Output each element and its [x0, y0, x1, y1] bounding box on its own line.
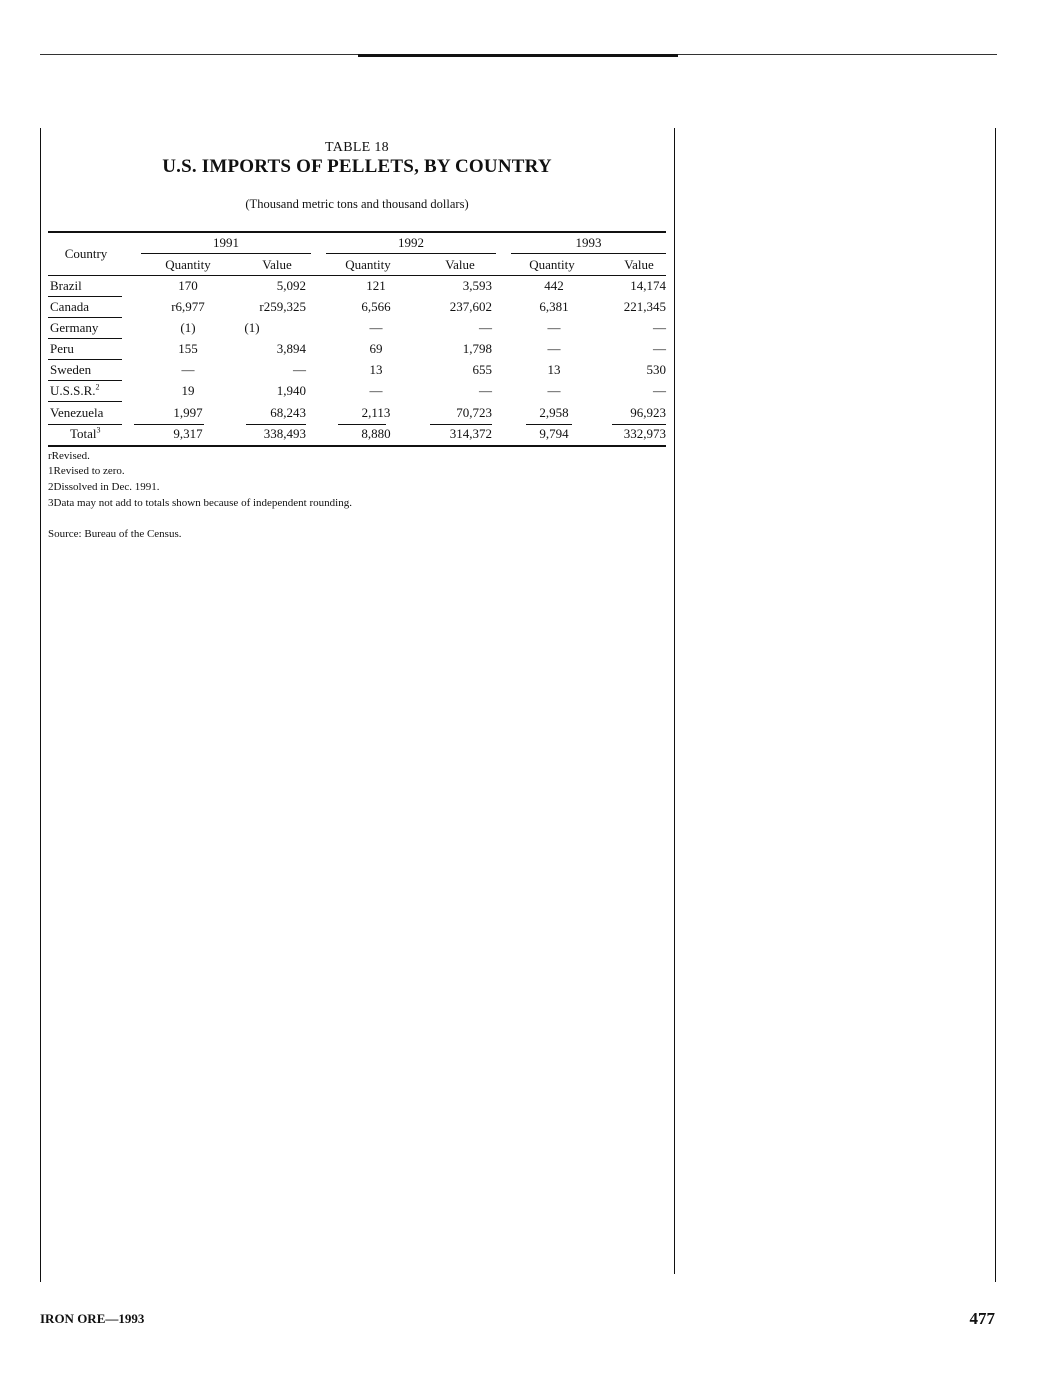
- table-label: TABLE 18: [325, 140, 389, 155]
- total-quantity-1991: 9,317: [173, 426, 203, 441]
- value-1991: 1,940: [276, 383, 306, 398]
- value-1993: 530: [646, 362, 666, 377]
- country-name: U.S.S.R.$^2$: [50, 382, 100, 398]
- quantity-1993: 442: [544, 278, 564, 293]
- table-bottom-rule: [48, 445, 666, 447]
- quantity-1991: 1,997: [173, 405, 203, 420]
- table-row: [48, 381, 666, 402]
- total-row: [48, 424, 666, 445]
- quantity-1992: 6,566: [361, 299, 391, 314]
- quantity-1992: —: [369, 383, 383, 398]
- value-1992: 655: [472, 362, 492, 377]
- total-rule: [430, 424, 492, 425]
- table-row: [48, 318, 666, 339]
- table-row: [48, 403, 666, 424]
- value-1991: r259,325: [259, 299, 306, 314]
- quantity-1991: 155: [178, 341, 198, 356]
- table-top-rule: [48, 231, 666, 233]
- total-label: Total$^3$: [70, 425, 101, 441]
- country-header: Country: [64, 246, 108, 261]
- quantity-1993: 13: [547, 362, 561, 377]
- total-rule: [338, 424, 386, 425]
- column-rule-middle: [674, 128, 675, 1274]
- quantity-1991: —: [181, 362, 195, 377]
- country-name: Venezuela: [50, 405, 104, 420]
- column-rule-left: [40, 128, 41, 1282]
- country-name: Brazil: [50, 278, 82, 293]
- table-row: [48, 360, 666, 381]
- quantity-1993: —: [547, 341, 561, 356]
- value-1992: 70,723: [456, 405, 492, 420]
- value-header-1993: Value: [624, 257, 654, 272]
- total-value-1991: 338,493: [263, 426, 306, 441]
- value-1993: 221,345: [623, 299, 666, 314]
- total-rule: [612, 424, 666, 425]
- footnote: 3Data may not add to totals shown because of independent rounding.: [48, 497, 352, 509]
- value-1993: —: [653, 320, 666, 335]
- value-1992: —: [479, 320, 492, 335]
- value-1991: 3,894: [276, 341, 306, 356]
- table-subtitle: (Thousand metric tons and thousand dollars): [245, 197, 469, 211]
- country-name: Canada: [50, 299, 89, 314]
- table-row: [48, 339, 666, 360]
- footnote: 2Dissolved in Dec. 1991.: [48, 481, 160, 493]
- footnote-marker: 2: [95, 382, 100, 392]
- total-quantity-1992: 8,880: [361, 426, 391, 441]
- quantity-1991: 19: [181, 383, 195, 398]
- footnote: rRevised.: [48, 450, 90, 462]
- running-footer: IRON ORE—1993: [40, 1311, 145, 1326]
- value-1993: —: [653, 341, 666, 356]
- row-rule: [48, 401, 122, 402]
- year-header-1993: 1993: [575, 235, 602, 250]
- quantity-1992: —: [369, 320, 383, 335]
- quantity-1992: 13: [369, 362, 383, 377]
- source-note: Source: Bureau of the Census.: [48, 528, 182, 540]
- quantity-1992: 2,113: [361, 405, 391, 420]
- table-row: [48, 297, 666, 318]
- total-value-1993: 332,973: [623, 426, 666, 441]
- total-rule: [48, 424, 122, 425]
- year-rule-1993: [511, 253, 666, 254]
- value-1991: 5,092: [276, 278, 306, 293]
- footnote-marker: 3: [96, 425, 101, 435]
- value-1991: 68,243: [270, 405, 306, 420]
- total-rule: [246, 424, 306, 425]
- top-rule-accent: [358, 54, 678, 57]
- value-1993: —: [653, 383, 666, 398]
- country-name: Germany: [50, 320, 99, 335]
- value-1992: 1,798: [462, 341, 492, 356]
- year-header-1992: 1992: [398, 235, 424, 250]
- total-quantity-1993: 9,794: [539, 426, 569, 441]
- year-rule-1991: [141, 253, 311, 254]
- year-header-1991: 1991: [213, 235, 239, 250]
- total-value-1992: 314,372: [449, 426, 492, 441]
- quantity-1991: r6,977: [171, 299, 205, 314]
- value-1991: (1): [244, 320, 260, 335]
- page-number: 477: [969, 1309, 995, 1328]
- table-title: U.S. IMPORTS OF PELLETS, BY COUNTRY: [162, 156, 552, 177]
- quantity-1993: 6,381: [539, 299, 569, 314]
- value-1993: 96,923: [630, 405, 666, 420]
- value-1991: —: [293, 362, 306, 377]
- quantity-1993: 2,958: [539, 405, 569, 420]
- country-name: Sweden: [50, 362, 92, 377]
- country-name: Peru: [50, 341, 74, 356]
- value-1993: 14,174: [630, 278, 666, 293]
- value-1992: —: [479, 383, 492, 398]
- quantity-header-1991: Quantity: [165, 257, 211, 272]
- quantity-header-1993: Quantity: [529, 257, 575, 272]
- value-1992: 237,602: [449, 299, 492, 314]
- quantity-1992: 121: [366, 278, 386, 293]
- value-header-1992: Value: [445, 257, 475, 272]
- total-rule: [526, 424, 572, 425]
- table-row: [48, 276, 666, 297]
- value-header-1991: Value: [262, 257, 292, 272]
- year-rule-1992: [326, 253, 496, 254]
- total-rule: [134, 424, 204, 425]
- value-1992: 3,593: [462, 278, 492, 293]
- column-rule-right: [995, 128, 996, 1282]
- quantity-1991: (1): [180, 320, 196, 335]
- quantity-1993: —: [547, 320, 561, 335]
- quantity-1992: 69: [369, 341, 383, 356]
- footnote: 1Revised to zero.: [48, 465, 125, 477]
- quantity-1993: —: [547, 383, 561, 398]
- quantity-1991: 170: [178, 278, 198, 293]
- quantity-header-1992: Quantity: [345, 257, 391, 272]
